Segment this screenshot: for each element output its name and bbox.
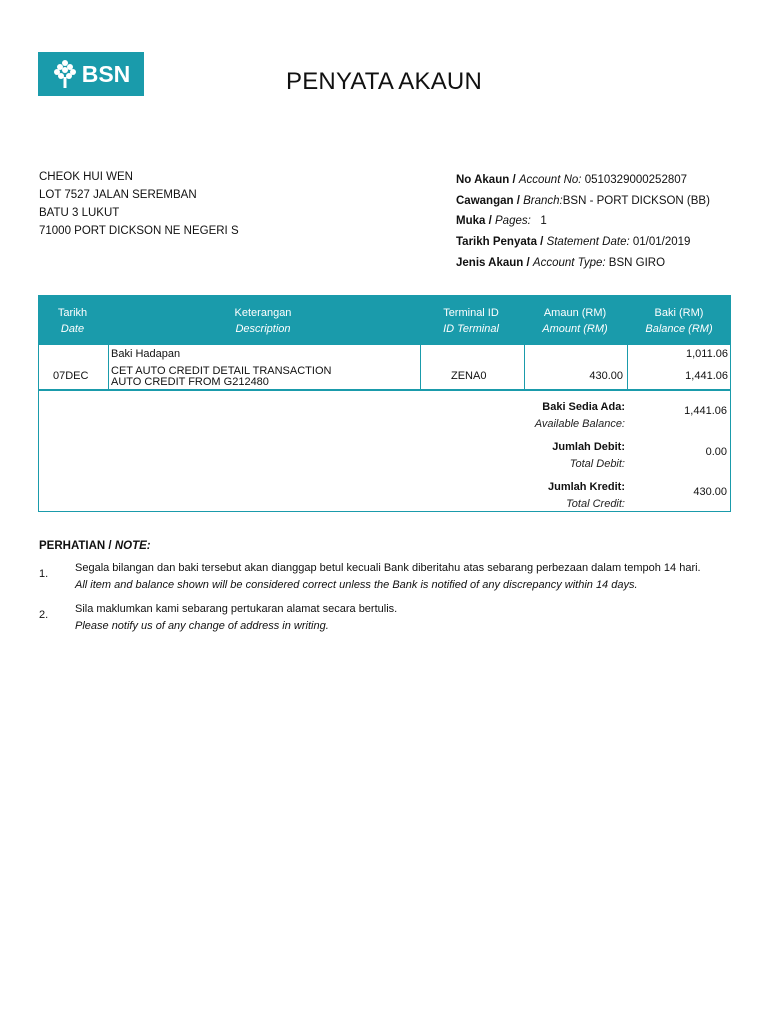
pages-row: Muka / Pages: 1	[456, 215, 547, 228]
statement-date-row: Tarikh Penyata / Statement Date: 01/01/2019	[456, 236, 691, 249]
transaction-terminal: ZENA0	[451, 370, 487, 382]
note-number: 2.	[39, 609, 49, 621]
pages-value: 1	[540, 215, 547, 228]
branch-row: Cawangan / Branch:BSN - PORT DICKSON (BB)	[456, 194, 710, 207]
col-description-header: Keterangan Description	[234, 307, 292, 335]
logo-text: BSN	[81, 60, 131, 87]
account-type-value: BSN GIRO	[608, 256, 666, 269]
transaction-description-line2: AUTO CREDIT FROM G212480	[111, 376, 269, 388]
transaction-date: 07DEC	[53, 370, 89, 382]
note-item: Segala bilangan dan baki tersebut akan dianggap betul kecuali Bank diberitahu atas sebarang perbezaan dalam tempoh 14 hari. All item and balance shown will be considered correct unless the Bank is notified of any discrepancy within 14 days.	[75, 562, 701, 591]
note-number: 1.	[39, 568, 49, 580]
address-line: BATU 3 LUKUT	[39, 207, 120, 219]
address-line: LOT 7527 JALAN SEREMBAN	[39, 189, 197, 201]
transaction-description-line1: CET AUTO CREDIT DETAIL TRANSACTION	[111, 365, 332, 377]
note-item: Sila maklumkan kami sebarang pertukaran alamat secara bertulis. Please notify us of any change of address in writing.	[75, 603, 398, 632]
notes-title: PERHATIAN / NOTE:	[39, 540, 151, 552]
account-number-value: 0510329000252807	[584, 174, 688, 186]
account-number-row: No Akaun / Account No: 0510329000252807	[456, 174, 688, 186]
branch-value: BSN - PORT DICKSON (BB)	[562, 194, 710, 207]
customer-address-block	[39, 168, 239, 240]
opening-balance-label: Baki Hadapan	[111, 348, 181, 360]
col-amount-header: Amaun (RM) Amount (RM)	[542, 307, 608, 335]
available-balance-label: Baki Sedia Ada: Available Balance:	[534, 401, 625, 430]
transaction-balance: 1,441.06	[685, 370, 728, 382]
transactions-table	[38, 345, 731, 390]
statement-date-value: 01/01/2019	[632, 236, 691, 249]
col-date-header: Tarikh Date	[57, 307, 88, 335]
total-credit-label: Jumlah Kredit: Total Credit:	[547, 481, 625, 510]
transaction-amount: 430.00	[589, 370, 623, 382]
page-title: PENYATA AKAUN	[286, 68, 482, 95]
table-header	[38, 295, 731, 345]
col-terminal-header: Terminal ID ID Terminal	[443, 307, 499, 335]
total-debit-value: 0.00	[705, 446, 727, 458]
account-type-row: Jenis Akaun / Account Type: BSN GIRO	[456, 256, 666, 269]
total-debit-label: Jumlah Debit: Total Debit:	[552, 441, 625, 470]
address-line: 71000 PORT DICKSON NE NEGERI S	[39, 225, 239, 237]
summary-box	[38, 390, 731, 512]
available-balance-value: 1,441.06	[684, 405, 727, 417]
total-credit-value: 430.00	[693, 486, 727, 498]
customer-name: CHEOK HUI WEN	[39, 171, 133, 183]
opening-balance-value: 1,011.06	[685, 348, 728, 360]
col-balance-header: Baki (RM) Balance (RM)	[645, 307, 713, 335]
account-info-block	[456, 170, 710, 274]
